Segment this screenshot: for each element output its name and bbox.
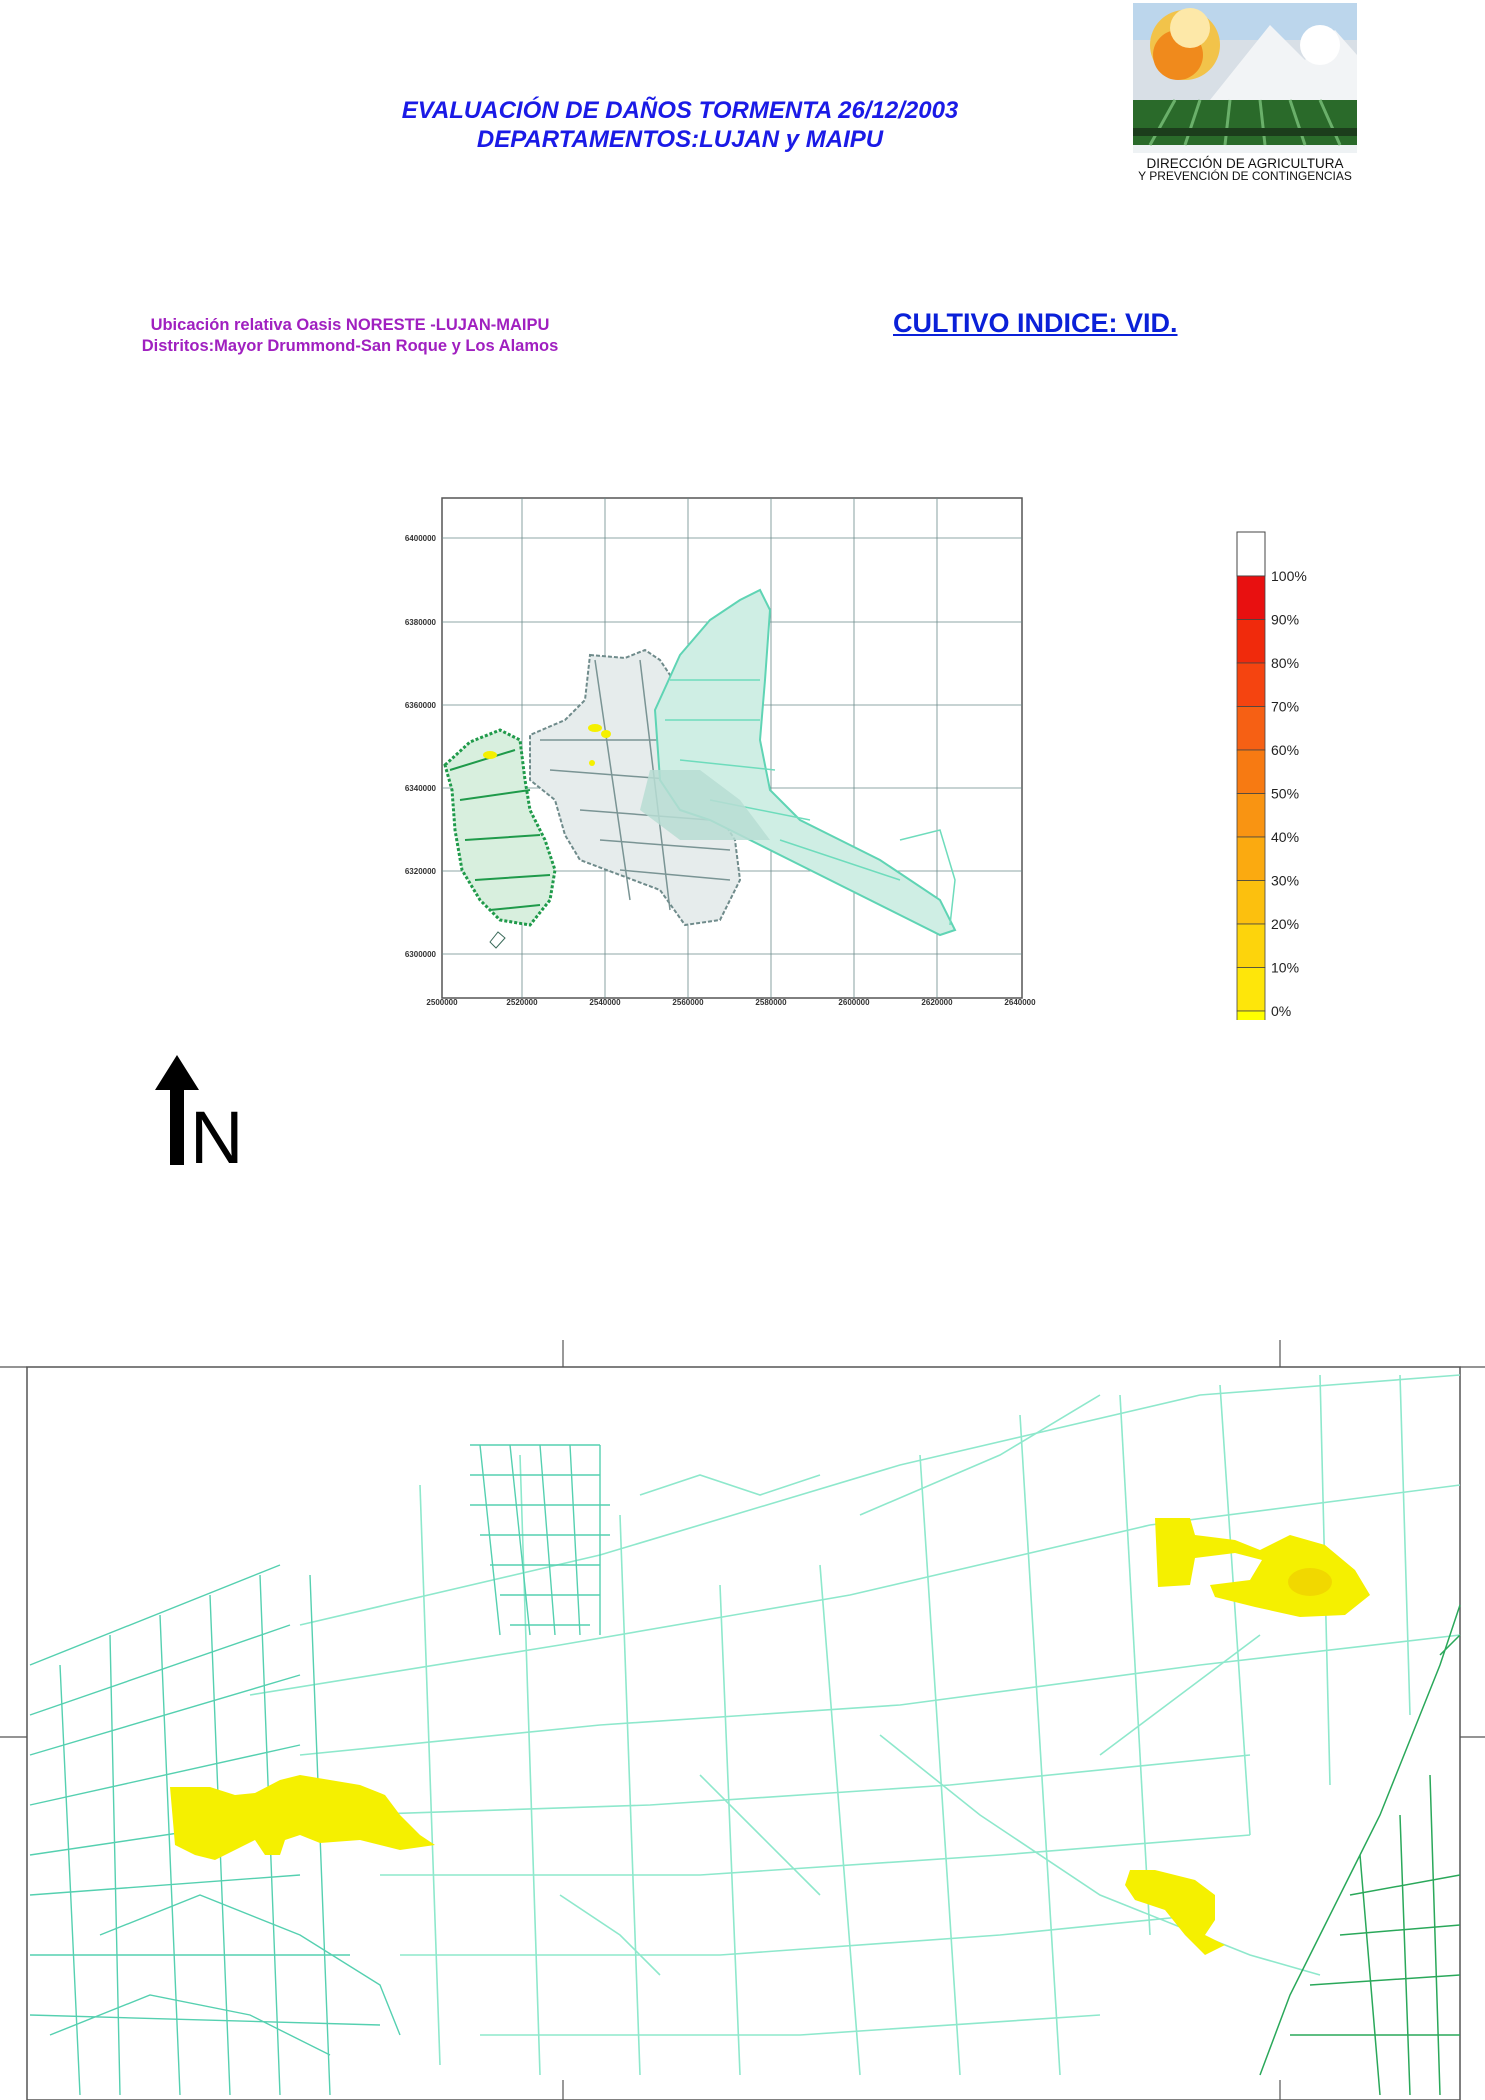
legend-labels [1271,568,1307,1019]
x-tick-label: 2500000 [426,998,458,1007]
x-tick-label: 2540000 [589,998,621,1007]
legend-swatch [1237,750,1265,794]
legend-swatch [1237,881,1265,925]
location-subtitle [110,315,590,357]
map-title-line2: DEPARTAMENTOS:LUJAN y MAIPU [476,126,884,153]
y-tick-label: 6300000 [404,950,436,959]
legend-label: 10% [1271,959,1300,976]
overview-damage-spot [483,751,497,759]
x-tick-label: 2560000 [672,998,704,1007]
damage-core-spot [1288,1568,1332,1596]
y-tick-label: 6400000 [404,534,436,543]
overview-damage-spot [589,760,595,766]
legend-label: 70% [1271,698,1300,715]
legend-swatch [1237,576,1265,620]
overview-damage-spot [588,724,602,732]
north-arrow-icon [150,1050,260,1170]
legend-label: 40% [1271,829,1300,845]
x-tick-label: 2600000 [838,998,870,1007]
legend-label: 0% [1271,1003,1292,1019]
y-tick-label: 6320000 [404,867,436,876]
location-line1: Ubicación relativa Oasis NORESTE -LUJAN-MAIPU [150,316,550,334]
legend-label: 100% [1271,568,1307,584]
detail-map-frame [27,1367,1460,2100]
legend-swatch [1237,837,1265,881]
y-tick-label: 6380000 [404,618,436,627]
legend-swatch [1237,663,1265,707]
legend-swatch [1237,924,1265,968]
logo-caption-line1: DIRECCIÓN DE AGRICULTURA [1146,156,1344,171]
x-tick-label: 2620000 [921,998,953,1007]
damage-legend [1235,530,1355,1020]
legend-label: 30% [1271,872,1300,889]
y-tick-label: 6340000 [404,784,436,793]
legend-swatch [1237,794,1265,838]
location-line2: Distritos:Mayor Drummond-San Roque y Los Alamos [141,337,559,355]
overview-damage-spot [601,730,611,738]
map-title-line1: EVALUACIÓN DE DAÑOS TORMENTA 26/12/2003 [401,97,959,124]
legend-swatches [1237,576,1265,1020]
x-tick-label: 2580000 [755,998,787,1007]
legend-swatch [1237,707,1265,751]
map-title [300,96,1060,154]
legend-label: 80% [1271,655,1300,671]
north-label: N [190,1096,244,1170]
legend-swatch [1237,1011,1265,1020]
y-tick-label: 6360000 [404,701,436,710]
legend-label: 90% [1271,611,1300,628]
legend-swatch [1237,620,1265,664]
x-tick-label: 2640000 [1004,998,1036,1007]
crop-index-label: CULTIVO INDICE: VID. [893,308,1178,338]
detail-map [0,1335,1485,2100]
legend-swatch [1237,968,1265,1012]
logo-caption [1130,157,1360,183]
x-tick-label: 2520000 [506,998,538,1007]
overview-map [380,480,1060,1020]
legend-label: 20% [1271,916,1300,932]
legend-label: 50% [1271,785,1300,802]
legend-label: 60% [1271,742,1300,758]
logo-caption-line2: Y PREVENCIÓN DE CONTINGENCIAS [1138,169,1352,183]
